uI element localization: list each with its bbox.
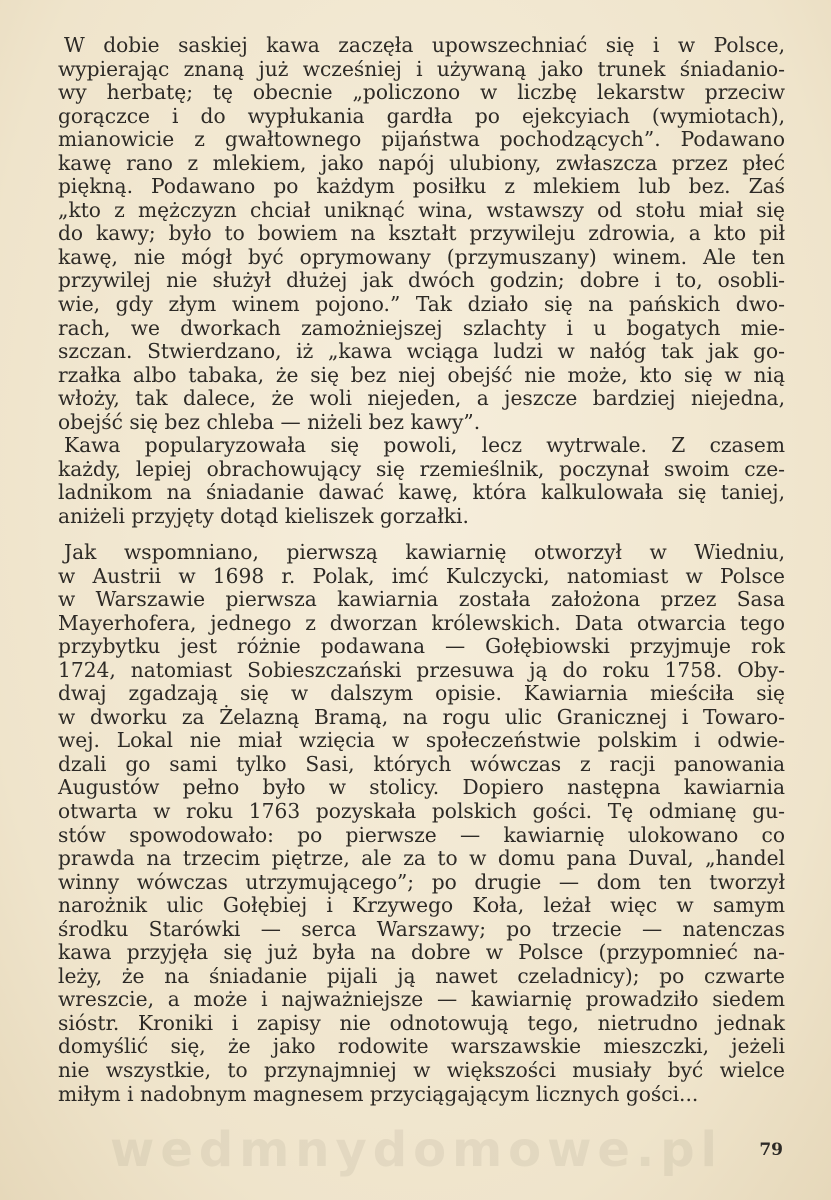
text-line: 1724, natomiast Sobieszczański przesuwa ją do roku 1758. Oby- bbox=[58, 657, 785, 682]
text-line: kawa przyjęła się już była na dobre w Polsce (przypomnieć na- bbox=[58, 940, 785, 965]
text-line: gorączce i do wypłukania gardła po ejekcyiach (wymiotach), bbox=[58, 103, 785, 128]
text-line: kawę, nie mógł być oprymowany (przymuszany) winem. Ale ten bbox=[58, 244, 785, 269]
text-line: winny wówczas utrzymującego”; po drugie — dom ten tworzył bbox=[58, 869, 785, 894]
text-line: w Warszawie pierwsza kawiarnia została założona przez Sasa bbox=[58, 587, 785, 612]
text-line: piękną. Podawano po każdym posiłku z mlekiem lub bez. Zaś bbox=[58, 174, 785, 199]
text-line: miłym i nadobnym magnesem przyciągającym licznych gości... bbox=[58, 1081, 699, 1106]
text-line: stów spowodowało: po pierwsze — kawiarnię ulokowano co bbox=[58, 822, 785, 847]
text-line: prawda na trzecim piętrze, ale za to w domu pana Duval, „handel bbox=[58, 846, 785, 871]
watermark: wedmnydomowe.pl bbox=[110, 1122, 724, 1178]
text-line: wie, gdy złym winem pojono.” Tak działo się na pańskich dwo- bbox=[58, 292, 785, 317]
text-line: rzałka albo tabaka, że się bez niej obejść nie może, kto się w nią bbox=[58, 362, 785, 387]
text-line: rach, we dworkach zamożniejszej szlachty i u bogatych mie- bbox=[58, 315, 785, 340]
text-line: Kawa popularyzowała się powoli, lecz wytrwale. Z czasem bbox=[64, 433, 785, 458]
text-line: otwarta w roku 1763 pozyskała polskich gości. Tę odmianę gu- bbox=[58, 799, 785, 824]
text-line: leży, że na śniadanie pijali ją nawet czeladnicy); po czwarte bbox=[58, 963, 785, 988]
text-line: W dobie saskiej kawa zaczęła upowszechniać się i w Polsce, bbox=[64, 33, 785, 57]
text-line: włoży, tak dalece, że woli niejeden, a jeszcze bardziej niejedna, bbox=[58, 386, 785, 411]
text-line: szczan. Stwierdzano, iż „kawa wciąga ludzi w nałóg tak jak go- bbox=[58, 339, 785, 364]
text-line: wreszcie, a może i najważniejsze — kawiarnię prowadziło siedem bbox=[58, 987, 785, 1012]
text-line: w Austrii w 1698 r. Polak, imć Kulczycki, natomiast w Polsce bbox=[58, 563, 785, 588]
text-line: przywilej nie służył dłużej jak dwóch godzin; dobre i to, osobli- bbox=[58, 268, 785, 293]
paragraph-2 bbox=[58, 541, 785, 1106]
page-number: 79 bbox=[759, 1140, 783, 1160]
text-line: sióstr. Kroniki i zapisy nie odnotowują tego, nietrudno jednak bbox=[58, 1010, 785, 1035]
text-line: narożnik ulic Gołębiej i Krzywego Koła, leżał więc w samym bbox=[58, 893, 785, 918]
text-line: do kawy; było to bowiem na kształt przywileju zdrowia, a kto pił bbox=[58, 221, 785, 246]
text-line: w dworku za Żelazną Bramą, na rogu ulic Granicznej i Towaro- bbox=[58, 704, 785, 729]
text-line: obejść się bez chleba — niżeli bez kawy”. bbox=[58, 409, 481, 434]
text-line: mianowicie z gwałtownego pijaństwa pochodzących”. Podawano bbox=[58, 127, 785, 152]
text-line: Jak wspomniano, pierwszą kawiarnię otworzył w Wiedniu, bbox=[64, 540, 785, 564]
text-line: Augustów pełno było w stolicy. Dopiero następna kawiarnia bbox=[58, 775, 785, 800]
text-line: „kto z mężczyzn chciał uniknąć wina, wstawszy od stołu miał się bbox=[58, 197, 785, 222]
text-line: wy herbatę; tę obecnie „policzono w liczbę lekarstw przeciw bbox=[58, 80, 785, 105]
text-line: ladnikom na śniadanie dawać kawę, która kalkulowała się taniej, bbox=[58, 480, 785, 505]
text-line: wypierając znaną już wcześniej i używaną jako trunek śniadanio- bbox=[58, 56, 785, 81]
text-line: wej. Lokal nie miał wzięcia w społeczeństwie polskim i odwie- bbox=[58, 728, 785, 753]
paragraph-1 bbox=[58, 34, 785, 528]
text-line: Mayerhofera, jednego z dworzan królewskich. Data otwarcia tego bbox=[58, 610, 785, 635]
text-line: każdy, lepiej obrachowujący się rzemieślnik, poczynał swoim cze- bbox=[58, 456, 785, 481]
text-line: aniżeli przyjęty dotąd kieliszek gorzałki. bbox=[58, 503, 469, 528]
text-line: dzali go sami tylko Sasi, których wówczas z racji panowania bbox=[58, 751, 785, 776]
text-line: środku Starówki — serca Warszawy; po trzecie — natenczas bbox=[58, 916, 785, 941]
text-line: dwaj zgadzają się w dalszym opisie. Kawiarnia mieściła się bbox=[58, 681, 785, 706]
text-line: nie wszystkie, to przynajmniej w większości musiały być wielce bbox=[58, 1058, 785, 1083]
text-line: kawę rano z mlekiem, jako napój ulubiony, zwłaszcza przez płeć bbox=[58, 150, 785, 175]
text-line: domyślić się, że jako rodowite warszawskie mieszczki, jeżeli bbox=[58, 1034, 785, 1059]
text-line: przybytku jest różnie podawana — Gołębiowski przyjmuje rok bbox=[58, 634, 785, 659]
